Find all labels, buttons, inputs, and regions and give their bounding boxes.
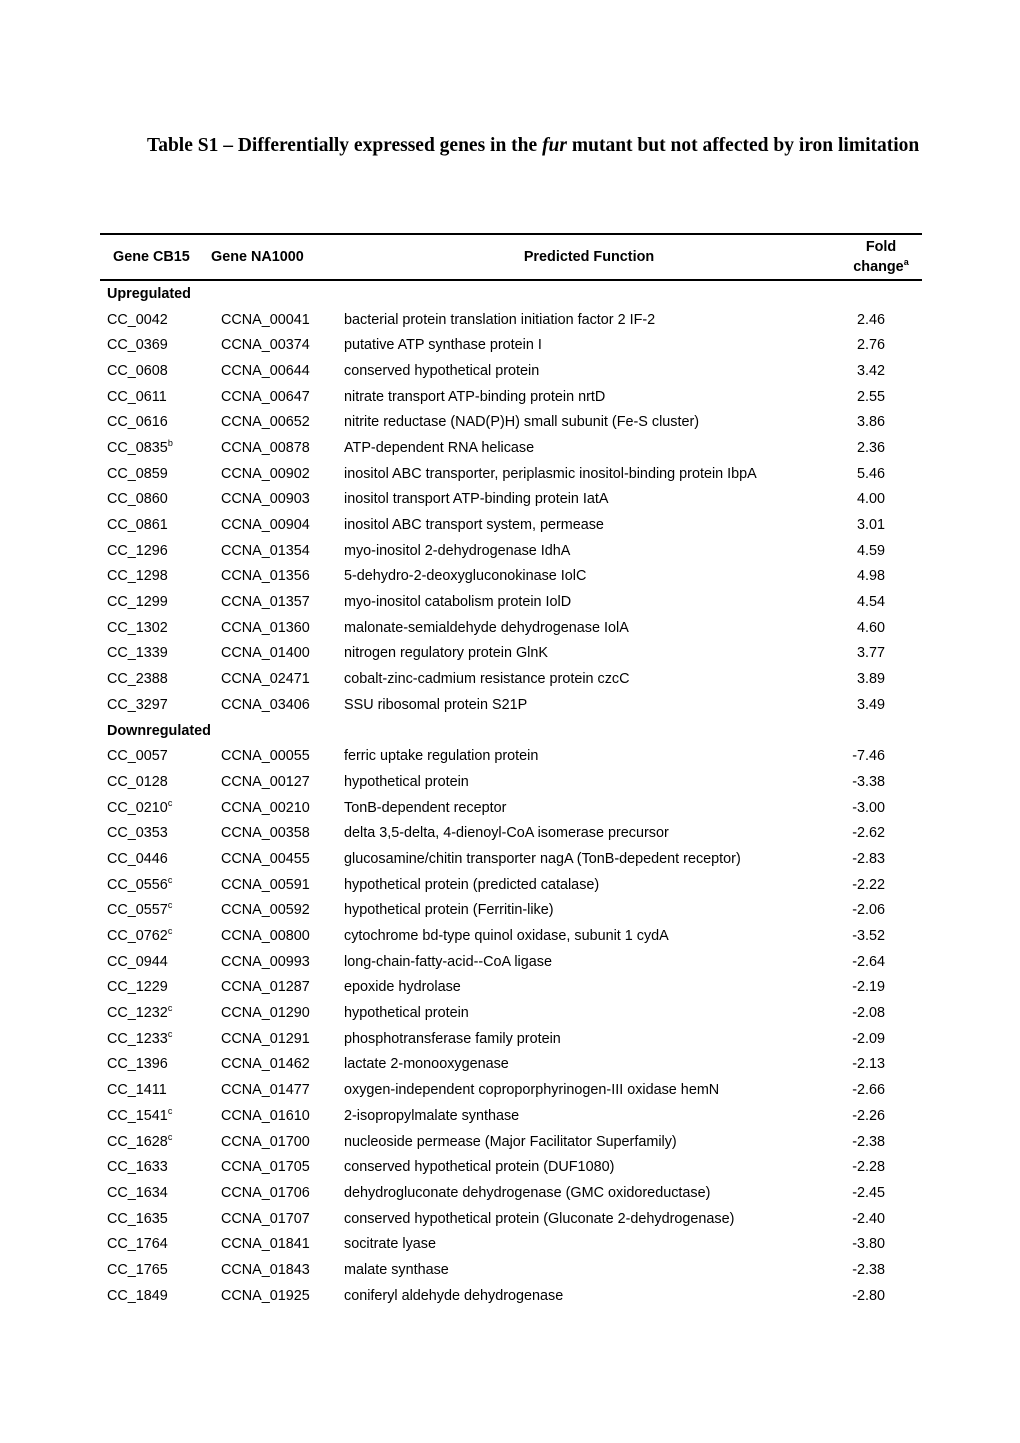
table-row [100,898,922,924]
cell-gene-na1000: CCNA_02471 [221,671,310,688]
cell-gene-na1000: CCNA_00591 [221,876,310,893]
cell-gene-cb15 [100,1231,207,1257]
cell-predicted-function: 2-isopropylmalate synthase [344,1107,520,1124]
cell-fold-change: -3.52 [852,928,885,945]
cell-gene-na1000: CCNA_00903 [221,491,310,508]
gene-cb15-id: CC_0860 [107,491,168,508]
header-gene-na1000: Gene NA1000 [211,249,304,265]
cell-fold-change: -2.64 [852,953,885,970]
cell-predicted-function: coniferyl aldehyde dehydrogenase [344,1287,564,1304]
table-row [100,384,922,410]
cell-predicted-function: TonB-dependent receptor [344,799,507,816]
cell-gene-cb15 [100,384,207,410]
gene-cb15-id: CC_0861 [107,517,168,534]
gene-table [100,233,922,1309]
gene-cb15-id: CC_1299 [107,594,168,611]
cell-gene-na1000: CCNA_00647 [221,388,310,405]
cell-predicted-function: myo-inositol catabolism protein IolD [344,594,572,611]
cell-predicted-function: inositol transport ATP-binding protein IatA [344,491,609,508]
cell-gene-cb15 [100,1283,207,1309]
cell-fold-change: 3.01 [856,517,885,534]
gene-cb15-id: CC_0057 [107,748,168,765]
cell-gene-cb15 [100,1103,207,1129]
table-row [100,589,922,615]
footnote-marker: c [167,797,173,808]
gene-cb15-id: CC_0944 [107,953,168,970]
cell-predicted-function: cytochrome bd-type quinol oxidase, subunit 1 cydA [344,928,669,945]
cell-gene-cb15 [100,1206,207,1232]
table-row [100,1231,922,1257]
cell-predicted-function: long-chain-fatty-acid--CoA ligase [344,953,552,970]
cell-gene-cb15 [100,487,207,513]
table-row [100,1103,922,1129]
cell-fold-change: -2.66 [852,1082,885,1099]
cell-fold-change: -2.06 [852,902,885,919]
cell-fold-change: -2.38 [852,1133,885,1150]
cell-gene-na1000: CCNA_01360 [221,619,310,636]
cell-fold-change: -2.26 [852,1107,885,1124]
header-fold-change [840,234,922,280]
cell-gene-cb15 [100,409,207,435]
cell-predicted-function: cobalt-zinc-cadmium resistance protein czcC [344,671,630,688]
gene-cb15-id: CC_0611 [107,388,167,405]
cell-gene-cb15 [100,435,207,461]
cell-fold-change: 4.98 [856,568,885,585]
cell-gene-na1000: CCNA_00041 [221,311,310,328]
cell-gene-cb15 [100,820,207,846]
cell-gene-na1000: CCNA_00127 [221,773,310,790]
cell-predicted-function: SSU ribosomal protein S21P [344,696,528,713]
cell-gene-cb15 [100,358,207,384]
cell-predicted-function: hypothetical protein (predicted catalase) [344,876,600,893]
cell-gene-cb15 [100,1052,207,1078]
cell-predicted-function: ATP-dependent RNA helicase [344,439,535,456]
header-fold-line1: Fold [865,239,897,255]
table-row [100,1052,922,1078]
table-row [100,846,922,872]
cell-gene-cb15 [100,692,207,718]
cell-gene-na1000: CCNA_00358 [221,825,310,842]
cell-fold-change: -2.08 [852,1005,885,1022]
cell-gene-na1000: CCNA_00652 [221,414,310,431]
gene-cb15-id: CC_0835 [107,439,168,456]
cell-gene-cb15 [100,332,207,358]
cell-fold-change: -2.62 [852,825,885,842]
section-row [100,280,922,307]
cell-predicted-function: bacterial protein translation initiation factor 2 IF-2 [344,311,656,328]
cell-fold-change: -2.38 [852,1261,885,1278]
cell-fold-change: 3.42 [856,362,885,379]
cell-gene-na1000: CCNA_01700 [221,1133,310,1150]
header-row [100,234,922,280]
cell-predicted-function: socitrate lyase [344,1236,436,1253]
gene-cb15-id: CC_0042 [107,311,168,328]
table-row [100,1283,922,1309]
cell-gene-cb15 [100,641,207,667]
cell-gene-cb15 [100,461,207,487]
cell-predicted-function: delta 3,5-delta, 4-dienoyl-CoA isomerase precursor [344,825,669,842]
gene-cb15-id: CC_3297 [107,696,168,713]
gene-cb15-id: CC_1634 [107,1184,168,1201]
cell-gene-na1000: CCNA_01705 [221,1159,310,1176]
cell-gene-na1000: CCNA_01400 [221,645,310,662]
cell-fold-change: -3.80 [852,1236,885,1253]
cell-fold-change: 3.77 [856,645,885,662]
cell-fold-change: -2.09 [852,1030,885,1047]
cell-gene-na1000: CCNA_00993 [221,953,310,970]
footnote-marker: c [167,1106,173,1117]
table-row [100,949,922,975]
gene-cb15-id: CC_1849 [107,1287,168,1304]
cell-predicted-function: conserved hypothetical protein (DUF1080) [344,1159,615,1176]
cell-gene-na1000: CCNA_00878 [221,439,310,456]
cell-gene-cb15 [100,1000,207,1026]
cell-predicted-function: nitrite reductase (NAD(P)H) small subunit (Fe-S cluster) [344,414,700,431]
cell-fold-change: -2.22 [852,876,885,893]
cell-gene-na1000: CCNA_00055 [221,748,310,765]
cell-predicted-function: conserved hypothetical protein [344,362,540,379]
cell-predicted-function: hypothetical protein [344,773,469,790]
table-row [100,872,922,898]
table-row [100,1180,922,1206]
cell-fold-change: 3.86 [856,414,885,431]
cell-gene-na1000: CCNA_00904 [221,517,310,534]
cell-gene-na1000: CCNA_01291 [221,1030,310,1047]
cell-gene-cb15 [100,949,207,975]
gene-cb15-id: CC_0369 [107,337,168,354]
cell-fold-change: 3.49 [856,696,885,713]
cell-predicted-function: epoxide hydrolase [344,979,461,996]
table-row [100,358,922,384]
cell-gene-na1000: CCNA_01841 [221,1236,310,1253]
cell-gene-cb15 [100,975,207,1001]
cell-gene-cb15 [100,1026,207,1052]
footnote-marker: c [167,1028,173,1039]
table-row [100,692,922,718]
cell-fold-change: -3.38 [852,773,885,790]
cell-predicted-function: hypothetical protein (Ferritin-like) [344,902,554,919]
cell-gene-na1000: CCNA_01706 [221,1184,310,1201]
gene-cb15-id: CC_1296 [107,542,168,559]
section-label: Downregulated [107,722,211,739]
cell-gene-cb15 [100,872,207,898]
cell-predicted-function: hypothetical protein [344,1005,469,1022]
cell-fold-change: 2.55 [856,388,885,405]
cell-gene-na1000: CCNA_00455 [221,850,310,867]
gene-cb15-id: CC_1298 [107,568,168,585]
cell-fold-change: 4.59 [856,542,885,559]
gene-cb15-id: CC_1764 [107,1236,168,1253]
cell-predicted-function: lactate 2-monooxygenase [344,1056,509,1073]
table-row [100,409,922,435]
footnote-marker: c [167,1131,173,1142]
cell-gene-cb15 [100,589,207,615]
cell-gene-cb15 [100,512,207,538]
cell-predicted-function: malonate-semialdehyde dehydrogenase IolA [344,619,629,636]
cell-gene-cb15 [100,1154,207,1180]
cell-gene-cb15 [100,1077,207,1103]
cell-gene-cb15 [100,564,207,590]
gene-cb15-id: CC_1628 [107,1133,168,1150]
cell-predicted-function: inositol ABC transporter, periplasmic inositol-binding protein IbpA [344,465,757,482]
cell-predicted-function: dehydrogluconate dehydrogenase (GMC oxidoreductase) [344,1184,711,1201]
section-label: Upregulated [107,285,191,302]
cell-gene-cb15 [100,1257,207,1283]
cell-gene-na1000: CCNA_01356 [221,568,310,585]
cell-fold-change: 4.00 [856,491,885,508]
header-fold-line2: change [853,259,904,275]
cell-predicted-function: glucosamine/chitin transporter nagA (TonB-depedent receptor) [344,850,741,867]
cell-predicted-function: 5-dehydro-2-deoxygluconokinase IolC [344,568,587,585]
table-row [100,1077,922,1103]
cell-fold-change: -2.80 [852,1287,885,1304]
header-gene-cb15: Gene CB15 [113,249,190,265]
cell-gene-cb15 [100,1180,207,1206]
gene-cb15-id: CC_1339 [107,645,168,662]
gene-cb15-id: CC_0557 [107,902,168,919]
table-title [147,118,927,174]
table-row [100,1257,922,1283]
cell-fold-change: 4.60 [856,619,885,636]
table-row [100,1026,922,1052]
table-row [100,538,922,564]
section-row [100,718,922,744]
gene-cb15-id: CC_0556 [107,876,168,893]
cell-predicted-function: putative ATP synthase protein I [344,337,542,354]
cell-gene-cb15 [100,538,207,564]
gene-cb15-id: CC_1765 [107,1261,168,1278]
cell-gene-na1000: CCNA_00800 [221,928,310,945]
gene-cb15-id: CC_0446 [107,850,168,867]
cell-gene-na1000: CCNA_00374 [221,337,310,354]
table-header [100,234,922,280]
gene-cb15-id: CC_1302 [107,619,168,636]
table-row [100,512,922,538]
cell-fold-change: -2.83 [852,850,885,867]
cell-gene-na1000: CCNA_01707 [221,1210,310,1227]
gene-cb15-id: CC_0210 [107,799,168,816]
cell-gene-cb15 [100,307,207,333]
cell-fold-change: -2.19 [852,979,885,996]
cell-gene-cb15 [100,743,207,769]
footnote-marker: c [167,1003,173,1014]
table-row [100,743,922,769]
cell-gene-na1000: CCNA_01477 [221,1082,310,1099]
cell-predicted-function: conserved hypothetical protein (Gluconate 2-dehydrogenase) [344,1210,735,1227]
cell-fold-change: 2.46 [856,311,885,328]
gene-cb15-id: CC_1396 [107,1056,168,1073]
footnote-marker: c [167,874,173,885]
cell-gene-cb15 [100,666,207,692]
cell-gene-na1000: CCNA_01357 [221,594,310,611]
cell-fold-change: 5.46 [856,465,885,482]
cell-fold-change: -2.40 [852,1210,885,1227]
cell-gene-cb15 [100,769,207,795]
table-row [100,487,922,513]
gene-cb15-id: CC_1411 [107,1082,167,1099]
cell-fold-change: -2.28 [852,1159,885,1176]
table-row [100,795,922,821]
gene-cb15-id: CC_1233 [107,1030,168,1047]
cell-predicted-function: myo-inositol 2-dehydrogenase IdhA [344,542,571,559]
gene-cb15-id: CC_0616 [107,414,168,431]
cell-predicted-function: inositol ABC transport system, permease [344,517,604,534]
cell-fold-change: 4.54 [856,594,885,611]
cell-gene-na1000: CCNA_00592 [221,902,310,919]
cell-gene-na1000: CCNA_00644 [221,362,310,379]
gene-cb15-id: CC_1232 [107,1005,168,1022]
gene-cb15-id: CC_0608 [107,362,168,379]
gene-cb15-id: CC_1229 [107,979,168,996]
table-row [100,923,922,949]
cell-gene-na1000: CCNA_03406 [221,696,310,713]
table-row [100,332,922,358]
gene-cb15-id: CC_0353 [107,825,168,842]
title-part-1: Table S1 – Differentially expressed genes in the [147,135,543,156]
table-row [100,1000,922,1026]
cell-gene-na1000: CCNA_01925 [221,1287,310,1304]
cell-gene-na1000: CCNA_01287 [221,979,310,996]
gene-cb15-id: CC_0762 [107,928,168,945]
cell-predicted-function: oxygen-independent coproporphyrinogen-III oxidase hemN [344,1082,720,1099]
cell-fold-change: -2.45 [852,1184,885,1201]
cell-fold-change: -2.13 [852,1056,885,1073]
table-row [100,307,922,333]
table-row [100,769,922,795]
header-predicted-function: Predicted Function [523,249,655,265]
cell-predicted-function: nitrogen regulatory protein GlnK [344,645,548,662]
cell-gene-na1000: CCNA_01462 [221,1056,310,1073]
gene-cb15-id: CC_1635 [107,1210,168,1227]
cell-fold-change: 3.89 [856,671,885,688]
cell-gene-cb15 [100,898,207,924]
cell-gene-cb15 [100,615,207,641]
table-row [100,641,922,667]
cell-gene-na1000: CCNA_00902 [221,465,310,482]
cell-predicted-function: malate synthase [344,1261,449,1278]
table-row [100,1129,922,1155]
gene-cb15-id: CC_2388 [107,671,168,688]
table-row [100,435,922,461]
table-row [100,461,922,487]
cell-gene-cb15 [100,795,207,821]
table-row [100,615,922,641]
footnote-marker: c [167,926,173,937]
cell-predicted-function: nucleoside permease (Major Facilitator Superfamily) [344,1133,677,1150]
cell-gene-na1000: CCNA_01354 [221,542,310,559]
table-row [100,564,922,590]
gene-table-container [100,233,922,1309]
cell-gene-na1000: CCNA_01843 [221,1261,310,1278]
cell-predicted-function: phosphotransferase family protein [344,1030,561,1047]
cell-fold-change: 2.36 [856,439,885,456]
gene-cb15-id: CC_0128 [107,773,168,790]
table-row [100,1206,922,1232]
cell-predicted-function: nitrate transport ATP-binding protein nrtD [344,388,606,405]
table-row [100,666,922,692]
cell-fold-change: -7.46 [852,748,885,765]
title-part-2: mutant but not affected by iron limitation [567,135,920,156]
footnote-marker: c [167,900,173,911]
cell-fold-change: -3.00 [852,799,885,816]
cell-fold-change: 2.76 [856,337,885,354]
cell-gene-cb15 [100,1129,207,1155]
gene-cb15-id: CC_1541 [107,1107,168,1124]
cell-gene-na1000: CCNA_01290 [221,1005,310,1022]
gene-cb15-id: CC_1633 [107,1159,168,1176]
header-fold-footnote: a [903,257,909,268]
cell-gene-cb15 [100,923,207,949]
cell-gene-na1000: CCNA_01610 [221,1107,310,1124]
gene-cb15-id: CC_0859 [107,465,168,482]
table-body [100,280,922,1309]
cell-predicted-function: ferric uptake regulation protein [344,748,539,765]
title-italic: fur [542,135,567,156]
table-row [100,820,922,846]
cell-gene-cb15 [100,846,207,872]
cell-gene-na1000: CCNA_00210 [221,799,310,816]
table-row [100,975,922,1001]
table-row [100,1154,922,1180]
footnote-marker: b [167,438,173,449]
